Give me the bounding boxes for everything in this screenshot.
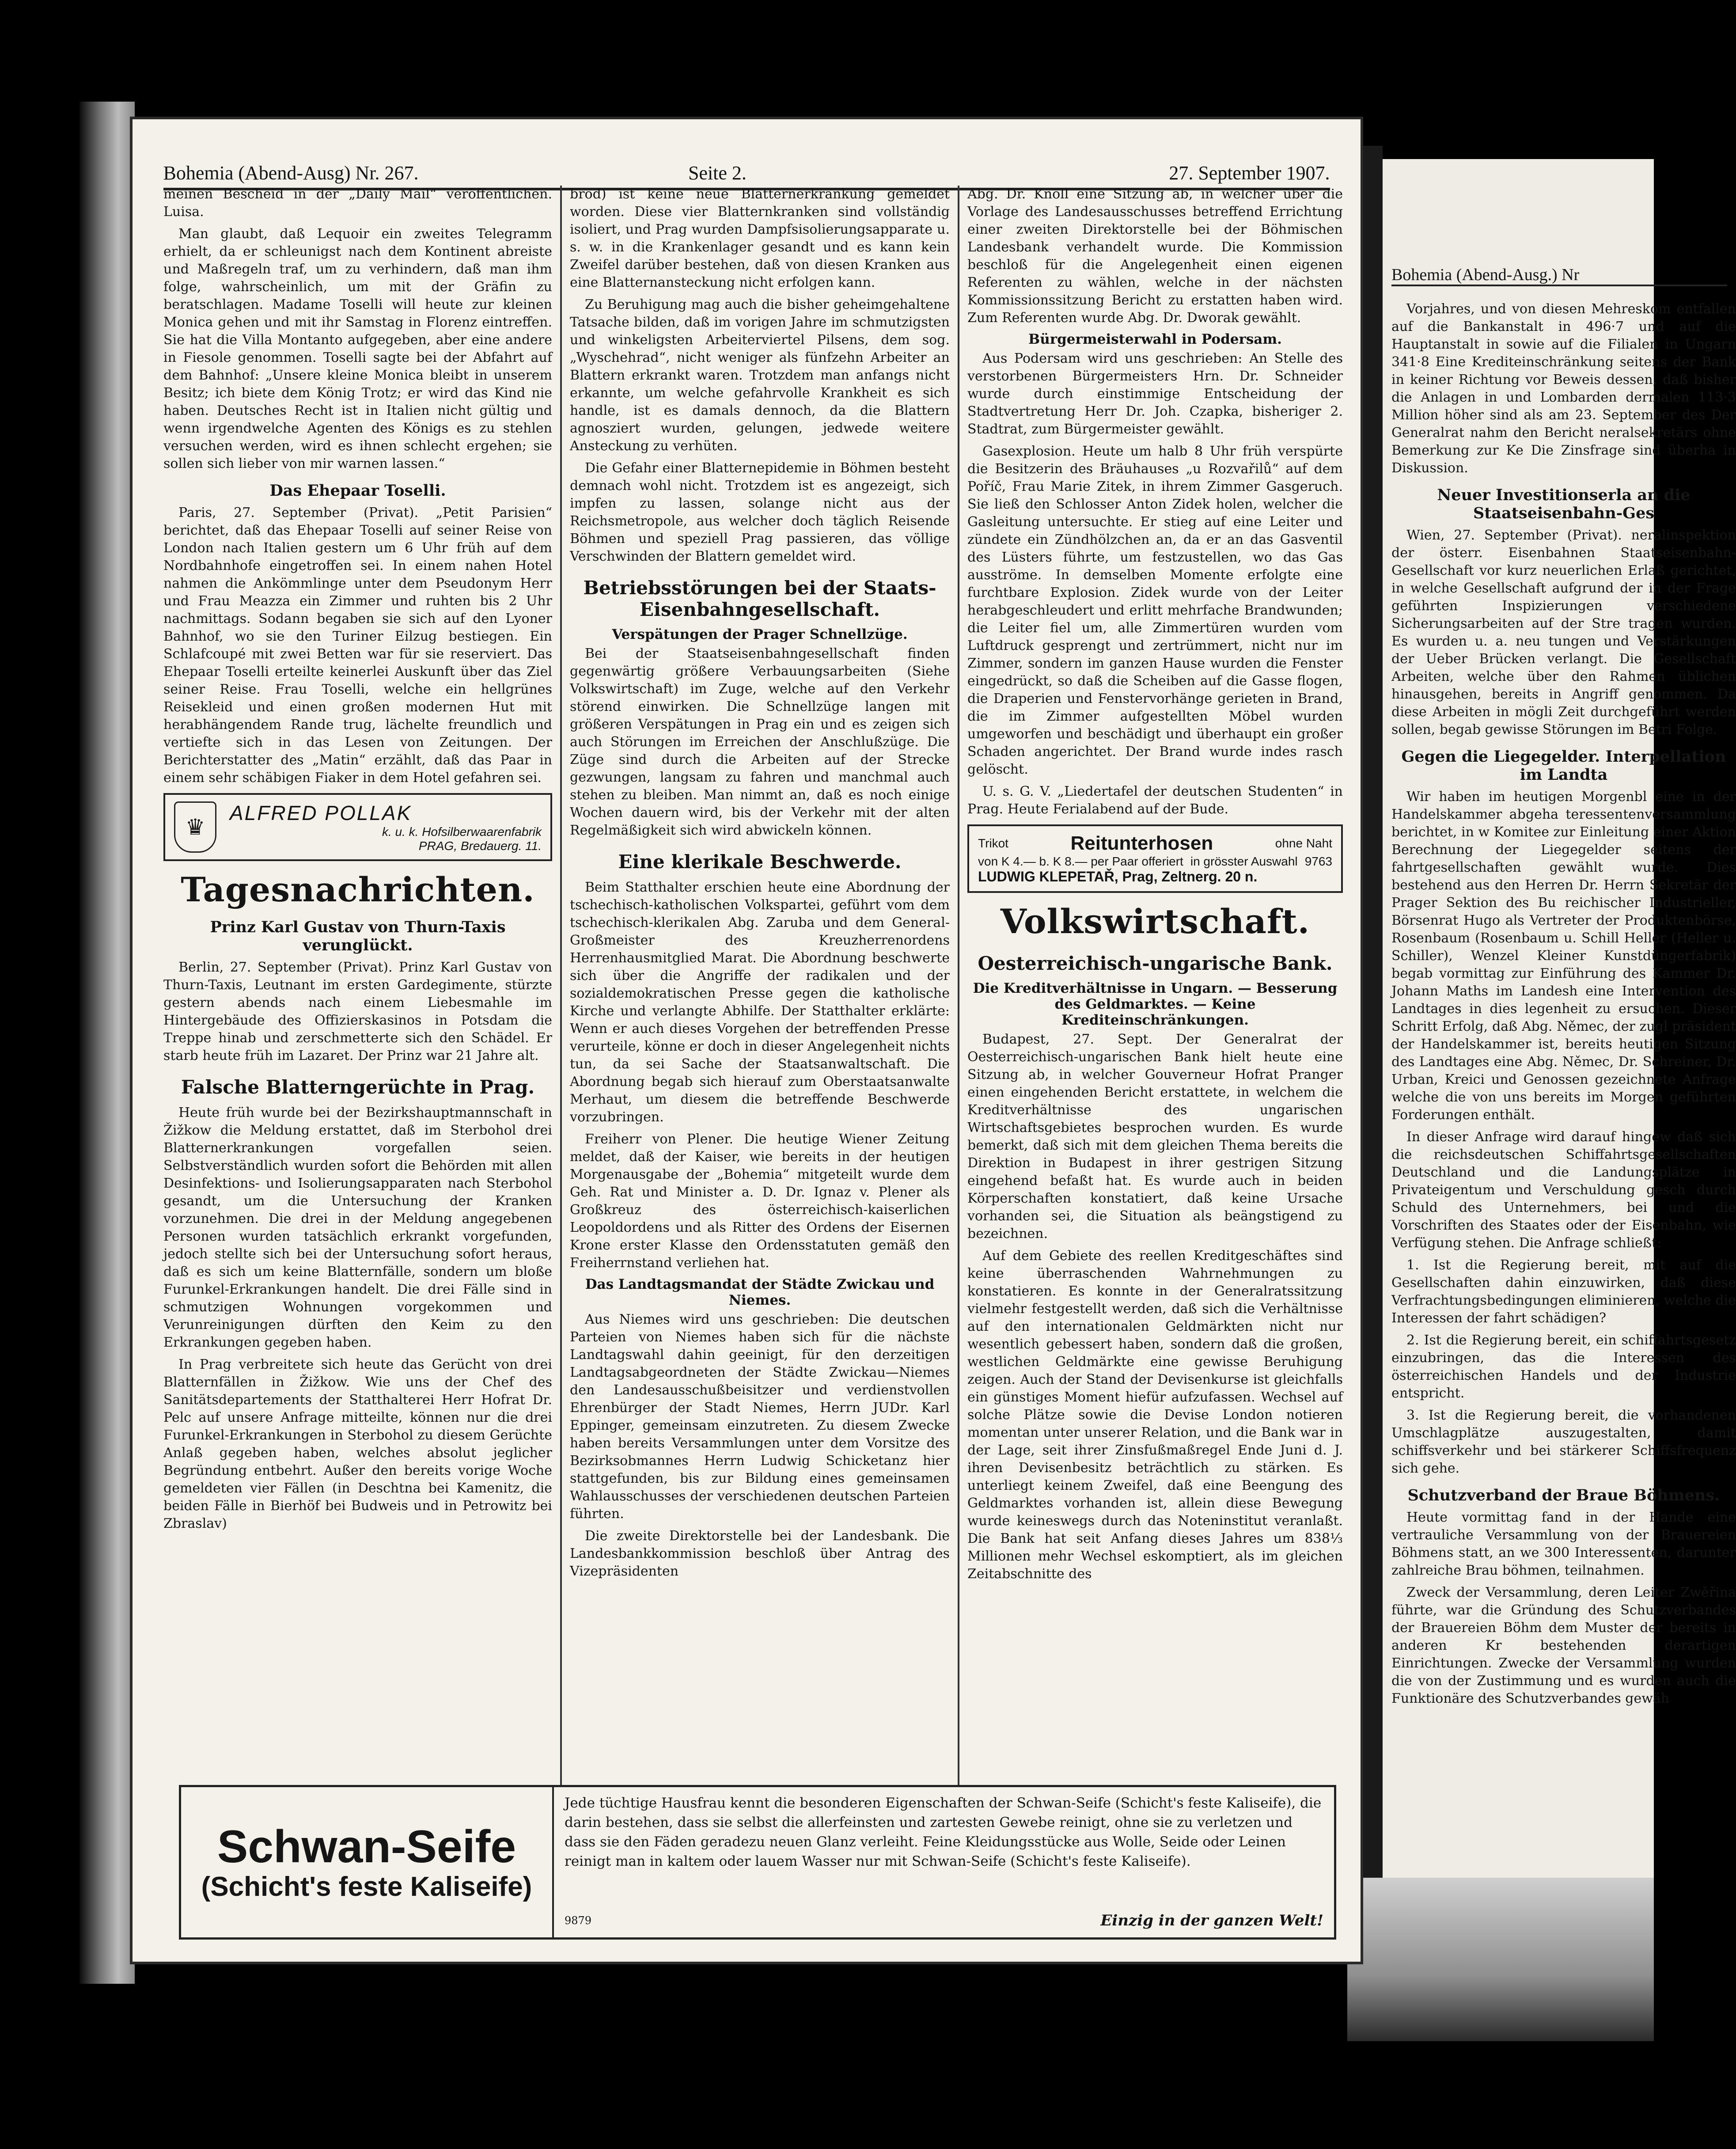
column-3 <box>967 186 1343 1922</box>
next-page-paragraph: 1. Ist die Regierung bereit, mit auf die Gesellschaften dahin einzuwirken, daß diese Verfrachtungsbedingungen eliminieren, welche die Interessen der fahrt schädigen? <box>1391 1257 1736 1326</box>
next-page-paragraph: Zweck der Versammlung, deren Leiter Zwěřina führte, war die Gründung des Schutzverbandes der Brauereien Böhm dem Muster der bereits in anderen Kr bestehenden derartigen Einrichtungen. Zwecke der Versammlung wurden die von der Zustimmung und es wurden auch die Funktionäre des Schutzverbandes gewäh <box>1391 1585 1736 1706</box>
article-subheading: Verspätungen der Prager Schnellzüge. <box>612 626 908 642</box>
next-page-paragraph: 2. Ist die Regierung bereit, ein schiffahrtsgesetz einzubringen, das die Interessen des österreichischen Handels und der Industrie entspricht. <box>1391 1333 1736 1401</box>
soap-ad-slogan: Einzig in der ganzen Welt! <box>1100 1912 1323 1929</box>
ad-price: von K 4.— b. K 8.— per Paar offeriert <box>978 854 1183 868</box>
article-paragraph: Abg. Dr. Knoll eine Sitzung ab, in welcher über die Vorlage des Landesausschusses betreffend Errichtung einer zweiten Direktorstelle bei der Böhmischen Landesbank verhandelt wurde. Die Kommission beschloß für die Angelegenheit einen eigenen Referenten zu wählen, welche in der nächsten Kommissionssitzung Bericht zu erstatten haben wird. Zum Referenten wurde Abg. Dr. Dworak gewählt. <box>967 186 1343 326</box>
next-page-column <box>1391 300 1736 1882</box>
article-paragraph: Auf dem Gebiete des reellen Kreditgeschäftes sind keine überraschenden Wahrnehmungen zu konstatieren. Es konnte in der Generalratssitzung vielmehr festgestellt werden, daß sich die Verhältnisse auf den internationalen Geldmärkten nicht nur wesentlich gebessert haben, sondern daß die großen, westlichen Geldmärkte eine gewisse Beruhigung zeigen. Auch der Stand der Devisenkurse ist gleichfalls ein günstiges Moment hiefür aufzufassen. Wechsel auf solche Plätze sowie die Devise London notieren momentan unter unserer Relation, und die Bank war in der Lage, seit ihrer Zinsfußmaßregel Ende Juni d. J. ihren Devisenbesitz beträchtlich zu stärken. Es unterliegt keinem Zweifel, daß eine Beengung des Geldmarktes vorhanden ist, allein diese Bewegung wurde keineswegs durch das Noteninstitut veranlaßt. Die Bank hat seit Anfang dieses Jahres um 838⅓ Millionen mehr Wechsel eskomptiert, als im gleichen Zeitabschnitte des <box>967 1248 1343 1582</box>
klepetar-advertisement <box>967 824 1343 893</box>
soap-brand-name: Schwan-Seife <box>217 1821 516 1872</box>
ad-company-name: LUDWIG KLEPETAŘ, Prag, Zeltnerg. 20 n. <box>978 869 1258 885</box>
next-page-paragraph: 3. Ist die Regierung bereit, die vorhandenen Umschlagplätze auszugestalten, damit schiffsverkehr und bei stärkerer Schiffsfrequenz sich gehe. <box>1391 1408 1736 1476</box>
article-paragraph: Die zweite Direktorstelle bei der Landesbank. Die Landesbankkommission beschloß über Antrag des Vizepräsidenten <box>570 1528 950 1579</box>
ad-company-name: ALFRED POLLAK <box>230 801 412 824</box>
article-paragraph: meinen Bescheid in der „Daily Mail“ veröffentlichen. Luisa. <box>163 186 552 220</box>
pollak-advertisement <box>163 793 552 861</box>
article-paragraph: Aus Podersam wird uns geschrieben: An Stelle des verstorbenen Bürgermeisters Hrn. Dr. Schneider wurde durch einstimmige Entscheidung der Stadtvertretung Herr Dr. Joh. Czapka, bisheriger 2. Stadtrat, zum Bürgermeister gewählt. <box>967 351 1343 437</box>
article-heading: Eine klerikale Beschwerde. <box>618 851 902 873</box>
article-heading: Oesterreichisch-ungarische Bank. <box>978 953 1333 974</box>
ad-choice: in grösster Auswahl <box>1190 854 1298 868</box>
article-heading: Das Ehepaar Toselli. <box>269 482 446 500</box>
article-heading: Bürgermeisterwahl in Podersam. <box>1028 331 1282 347</box>
next-page-heading: Gegen die Liegegelder. Interpellation im Landta <box>1401 748 1726 784</box>
crown-emblem-icon: ♛ <box>174 801 216 853</box>
schwan-seife-advertisement <box>179 1785 1336 1940</box>
soap-brand-sub: (Schicht's feste Kaliseife) <box>201 1871 532 1902</box>
article-paragraph: Gasexplosion. Heute um halb 8 Uhr früh verspürte die Besitzerin des Bräuhauses „u Rozvařilů“ auf dem Poříč, Frau Marie Zitek, in ihrem Zimmer Gasgeruch. Sie ließ den Schlosser Anton Zidek holen, welcher die Gasleitung untersuchte. Er stieg auf eine Leiter und zündete ein Zündhölzchen an, da er an das Gasventil des Lüsters führte, um festzustellen, wo das Gas ausströme. In demselben Momente erfolgte eine furchtbare Explosion. Zidek wurde von der Leiter herabgeschleudert und erlitt mehrfache Brandwunden; die Leiter fiel um, alle Zimmertüren wurden vom Luftdruck gesprengt und zertrümmert, nicht nur im Zimmer, sondern im ganzen Hause wurden die Fenster eingedrückt, so daß die Scheiben auf die Gasse flogen, die Draperien und Fenstervorhänge gerieten in Brand, die im Zimmer aufgestellten Möbel wurden umgeworfen und beschädigt und überhaupt ein großer Schaden angerichtet. Der Brand wurde indes rasch gelöscht. <box>967 444 1343 777</box>
article-paragraph: brod) ist keine neue Blatternerkrankung gemeldet worden. Diese vier Blatternkranken sind vollständig isoliert, und Prag wurden Dampfsisolierungsapparate u. s. w. in die Krankenlager gesandt und es kann kein Zweifel darüber bestehen, daß von diesen Kranken aus eine Blatternansteckung nicht erfolgen kann. <box>570 186 950 290</box>
column-2 <box>570 186 950 1922</box>
header-page-number: Seite 2. <box>688 162 747 184</box>
ad-prefix: Trikot <box>978 836 1008 850</box>
column-rule <box>560 186 562 1922</box>
article-heading: Falsche Blatterngerüchte in Prag. <box>181 1076 535 1098</box>
ad-company-line: k. u. k. Hofsilberwaarenfabrik <box>382 825 542 839</box>
article-paragraph: Heute früh wurde bei der Bezirkshauptmannschaft in Žižkow die Meldung erstattet, daß im Sterbohol drei Blatternerkrankungen vorgefallen seien. Selbstverständlich wurden sofort die Behörden mit allen Desinfektions- und Isolierungsapparaten nach Sterbohol gesandt, um die Untersuchung der Kranken vorzunehmen. Die drei in der Meldung angegebenen Personen wurden tatsächlich erkrankt vorgefunden, jedoch stellte sich bei der Untersuchung sofort heraus, daß es sich um keine Blatternfälle, sondern um bloße Furunkel-Erkrankungen handelt. Die drei Fälle sind in schmutzigen Wohnungen vorgekommen und Verunreinigungen dürften den Keim zu den Erkrankungen gegeben haben. <box>163 1105 552 1350</box>
next-page-paragraph: In dieser Anfrage wird darauf hingew daß sich die reichsdeutschen Schiffahrtsgesellschaften Deutschland und die Landungsplätze in Privateigentum und Verschuldung gesch durch Schuld des Unternehmers, bei und die Vorschriften des Staates oder der Eisenbahn, wie Verfügung stehen. Die Anfrage schließt: <box>1391 1129 1736 1251</box>
newspaper-page <box>133 119 1361 1962</box>
next-page-paragraph: Wien, 27. September (Privat). neralinspektion der österr. Eisenbahnen Staatseisenbahn-Gesellschaft vor kurz neuerlichen Erlaß gerichtet, in welche Gesellschaft aufgrund der in der Frage geführten Inspizierungen verschiedene Sicherungsarbeiten auf der Stre tragen wurden. Es wurden u. a. neu tungen und Verstärkungen der Ueber Brücken verlangt. Die Gesellschaft Arbeiten, welche über den Rahmen üblichen hinausgehen, bereits in Angriff genommen. Da diese Arbeiten in mögli Zeit durchgeführt werden sollen, begab gewisse Störungen im Betri Folge. <box>1391 528 1736 737</box>
header-masthead: Bohemia (Abend-Ausg) Nr. 267. <box>163 162 419 184</box>
ad-code: 9763 <box>1304 854 1332 868</box>
article-paragraph: Aus Niemes wird uns geschrieben: Die deutschen Parteien von Niemes haben sich für die nächste Landtagswahl dahin geeinigt, für den derzeitigen Landtagsabgeordneten der Städte Zwickau—Niemes den Landesausschußbeisitzer und verdienstvollen Ehrenbürger der Stadt Niemes, Herrn JUDr. Karl Eppinger, gemeinsam einzutreten. Zu diesem Zwecke haben bereits Versammlungen unter dem Vorsitze des Bezirksobmannes Herrn Ludwig Schicketanz hier stattgefunden, bis zur Bildung eines gemeinsamen Wahlausschusses der verschiedenen deutschen Parteien führten. <box>570 1312 950 1522</box>
next-page-paragraph: Vorjahres, und von diesen Mehreskom entfallen auf die Bankanstalt in 496·7 und auf die Hauptanstalt in sowie auf die Filialen in Ungarn 341·8 Eine Krediteinschränkung seitens der Bank in keiner Richtung vor Beweis dessen, daß bisher die Anlagen in und Lombarden dermalen 113·3 Million höher sind als am 23. September des Der Generalrat nahm den Bericht neralsekretärs ohne Bemerkung zur Ke Die Zinsfrage sind überha in Diskussion. <box>1391 301 1736 476</box>
page-gutter-shadow <box>1363 146 1383 1904</box>
soap-ad-text-block <box>554 1787 1334 1937</box>
column-rule <box>958 186 959 1922</box>
article-subheading: Die Kreditverhältnisse in Ungarn. — Besserung des Geldmarktes. — Keine Krediteinschränkungen. <box>973 980 1338 1028</box>
header-date: 27. September 1907. <box>1169 162 1330 184</box>
next-page <box>1383 159 1736 1882</box>
next-page-heading: Neuer Investitionserla an die Staatseisenbahn-Ges <box>1437 486 1691 522</box>
section-title: Tagesnachrichten. <box>181 870 535 909</box>
article-heading: Prinz Karl Gustav von Thurn-Taxis verunglückt. <box>210 918 506 954</box>
article-paragraph: Beim Statthalter erschien heute eine Abordnung der tschechisch-katholischen Volkspartei, geführt vom dem tschechisch-klerikalen Abg. Zaruba und dem General-Großmeister des Kreuzherrenordens Herrenhausmitglied Marat. Die Abordnung beschwerte sich über die Angriffe der radikalen und der sozialdemokratischen Presse gegen die katholische Kirche und verlangte Abhilfe. Der Statthalter erklärte: Wenn er auch dieses Vorgehen der betreffenden Presse verurteile, könne er doch in dieser Angelegenheit nichts tun, da sei Sache der Staatsanwaltschaft. Die Abordnung begab sich hierauf zum Oberstaatsanwalte Merhaut, um diesem die betreffende Beschwerde vorzubringen. <box>570 880 950 1125</box>
article-paragraph: Bei der Staatseisenbahngesellschaft finden gegenwärtig größere Verbauungsarbeiten (Siehe Volkswirtschaft) im Zuge, welche auf den Verkehr störend einwirken. Die Schnellzüge langen mit größeren Verspätungen in Prag ein und es zeigen sich auch Störungen im Erreichen der Anschlußzüge. Die Züge sind durch die Arbeiten auf der Strecke gezwungen, langsam zu fahren und manchmal auch stehen zu bleiben. Man nimmt an, daß es noch einige Wochen dauern wird, bis der Verkehr mit der alten Regelmäßigkeit sich wird abwickeln können. <box>570 646 950 838</box>
article-heading: Das Landtagsmandat der Städte Zwickau und Niemes. <box>585 1276 935 1308</box>
soap-ad-text: Jede tüchtige Hausfrau kennt die besonderen Eigenschaften der Schwan-Seife (Schicht's feste Kaliseife), die darin bestehen, dass sie selbst die allerfeinsten und zartesten Gewebe reinigt, ohne sie zu verletzen und dass sie den Fäden geradezu neuen Glanz verleiht. Feine Kleidungsstücke aus Wolle, Seide oder Leinen reinigt man in kaltem oder lauem Wasser nur mit Schwan-Seife (Schicht's feste Kaliseife). <box>565 1795 1322 1869</box>
article-paragraph: Die Gefahr einer Blatternepidemie in Böhmen besteht demnach wohl nicht. Trotzdem ist es angezeigt, sich impfen zu lassen, solange nicht aus der Reichsmetropole, aus welcher doch täglich Reisende Böhmen und speziell Prag passieren, das völlige Verschwinden der Blattern gemeldet wird. <box>570 460 950 564</box>
article-paragraph: Zu Beruhigung mag auch die bisher geheimgehaltene Tatsache bilden, daß im vorigen Jahre im schmutzigsten und winkeligsten Arbeiterviertel Pilsens, dem sog. „Wyschehrad“, nicht weniger als fünfzehn Arbeiter an Blattern erkrankt waren. Trotzdem man anfangs nicht erkannte, um welche gefahrvolle Krankheit es sich handle, ist es damals dennoch, da die Blattern agnosziert wurden, gelungen, jedwede weitere Ansteckung zu verhüten. <box>570 297 950 454</box>
article-heading: Betriebsstörungen bei der Staats-Eisenbahngesellschaft. <box>583 577 936 620</box>
ad-product: Reitunterhosen <box>1070 832 1213 854</box>
bottom-page-edge <box>1347 1878 1654 2041</box>
next-page-paragraph: Heute vormittag fand in der Hande eine vertrauliche Versammlung von der Brauereien Böhmens statt, an we 300 Interessenten, darunter zahlreiche Brau böhmen, teilnahmen. <box>1391 1510 1736 1578</box>
next-page-paragraph: Wir haben im heutigen Morgenbl eine in der Handelskammer abgeha teressentenversammlung berichtet, in w Komitee zur Einleitung einer Aktion Berechnung der Liegegelder seitens der fahrtgesellschaften gewählt wurde. Dies bestehend aus den Herren Dr. Herrn Sekretär der Prager Sektion des Bu reichischer Industrieller, Börsenrat Hugo als Vertreter der Produktenbörse, Rosenbaum (Rosenbaum u. Schill Heller (Heller u. Schiller), Wenzel Kleiner Kunstdüngerfabrik) begab vormittag zur Einführung des Kammer Dr. Johann Maths im Landesh eine Intervention des Landtages in dies legenheit zu ersuchen. Dieser Schritt Erfolg, daß Abg. Němec, der zugl präsident der Handelskammer ist, bereits heutigen Sitzung des Landtages eine Abg. Němec, Dr. Schreiner, Dr. Urban, Kreici und Genossen gezeichnete Anfrage welche die von uns bereits im Morgen geführten Forderungen enthält. <box>1391 789 1736 1123</box>
next-page-header: Bohemia (Abend-Ausg.) Nr <box>1391 265 1727 286</box>
next-page-heading: Schutzverband der Braue Böhmens. <box>1407 1486 1720 1504</box>
article-paragraph: In Prag verbreitete sich heute das Gerücht von drei Blatternfällen in Žižkow. Wie uns der Chef des Sanitätsdepartements der Statthalterei Herr Hofrat Dr. Pelc auf unsere Anfrage mitteilte, können nur die drei Furunkel-Erkrankungen in Sterbohol zu diesem Gerüchte Anlaß gegeben haben, welches absolut jeglicher Begründung entbehrt. Außer den bereits vorige Woche gemeldeten vier Fällen (in Deschtna bei Kamenitz, die beiden Fälle in Bierhöf bei Budweis und in Petrowitz bei Zbraslav) <box>163 1357 552 1531</box>
article-paragraph: Budapest, 27. Sept. Der Generalrat der Oesterreichisch-ungarischen Bank hielt heute eine Sitzung ab, in welcher Gouverneur Hofrat Pranger einen eingehenden Bericht erstattete, in welchem die Kreditverhältnisse des ungarischen Wirtschaftsgebietes besprochen wurden. Es wurde bemerkt, daß sich mit dem gleichen Thema bereits die Direktion in Budapest in ihrer gestrigen Sitzung eingehend befaßt hat. Es wurde auch in beiden Körperschaften konstatiert, daß keine Ursache vorhanden sei, die Situation als beängstigend zu bezeichnen. <box>967 1032 1343 1242</box>
ad-suffix: ohne Naht <box>1275 836 1332 850</box>
left-page-edge <box>80 102 135 1984</box>
article-paragraph: Man glaubt, daß Lequoir ein zweites Telegramm erhielt, da er schleunigst nach dem Kontinent abreiste und Maßregeln traf, um zu verhindern, daß man ihm folge, wahrscheinlich, um mit der Gräfin zu beratschlagen. Madame Toselli will heute zur kleinen Monica gehen und mit ihr Samstag in Florenz eintreffen. Sie hat die Villa Montanto aufgegeben, aber eine andere in Fiesole genommen. Toselli sagte bei der Abfahrt auf dem Bahnhof: „Unsere kleine Monica bleibt in unserem Besitz; ich biete dem König Trotz; er wird das Kind nie haben. Deutsches Recht ist in Italien nicht gültig und wenn irgendwelche Agenten des Königs es zu stehlen versuchen werden, wird es ihnen schlecht ergehen; sie sollen sich lieber von mir warnen lassen.“ <box>163 226 552 471</box>
column-1 <box>163 186 552 1922</box>
article-paragraph: Paris, 27. September (Privat). „Petit Parisien“ berichtet, daß das Ehepaar Toselli auf seiner Reise von London nach Italien gestern um 6 Uhr früh auf dem Nordbahnhofe eingetroffen sei. In einem nahen Hotel nahmen die Ankömmlinge unter dem Pseudonym Herr und Frau Meazza ein Zimmer und ruhten bis 2 Uhr nachmittags. Sodann begaben sie sich auf den Lyoner Bahnhof, wo sie den Turiner Eilzug bestiegen. Ein Schlafcoupé mit zwei Betten war für sie reserviert. Das Ehepaar Toselli erteilte keinerlei Auskunft über das Ziel seiner Reise. Frau Toselli, welche ein hellgrünes Reisekleid und einen großen modernen Hut mit herabhängendem Rande trug, lächelte freundlich und vertiefte sich in das Lesen von Zeitungen. Der Berichterstatter des „Matin“ erzählt, daß das Paar in einem sehr schäbigen Fiaker in dem Hotel gefahren sei. <box>163 505 552 786</box>
article-paragraph: U. s. G. V. „Liedertafel der deutschen Studenten“ in Prag. Heute Ferialabend auf der Bude. <box>967 784 1343 817</box>
soap-ad-code: 9879 <box>565 1914 592 1927</box>
article-paragraph: Freiherr von Plener. Die heutige Wiener Zeitung meldet, daß der Kaiser, wie bereits in der heutigen Morgenausgabe der „Bohemia“ mitgeteilt wurde dem Geh. Rat und Minister a. D. Dr. Ignaz v. Plener als Großkreuz des österreichisch-kaiserlichen Leopoldordens und als Ritter des Ordens der Eisernen Krone erster Klasse den Ordensstatuten gemäß den Freiherrnstand verliehen hat. <box>570 1131 950 1271</box>
article-paragraph: Berlin, 27. September (Privat). Prinz Karl Gustav von Thurn-Taxis, Leutnant im ersten Gardegimente, stürzte gestern abends nach einem Liebesmahle im Hintergebäude des Offizierskasinos in Potsdam die Treppe hinab und zerschmetterte sich den Schädel. Er starb heute früh im Lazaret. Der Prinz war 21 Jahre alt. <box>163 960 552 1063</box>
soap-brand-block <box>181 1787 554 1937</box>
ad-company-address: PRAG, Bredauerg. 11. <box>418 839 542 853</box>
section-title: Volkswirtschaft. <box>1000 902 1310 941</box>
